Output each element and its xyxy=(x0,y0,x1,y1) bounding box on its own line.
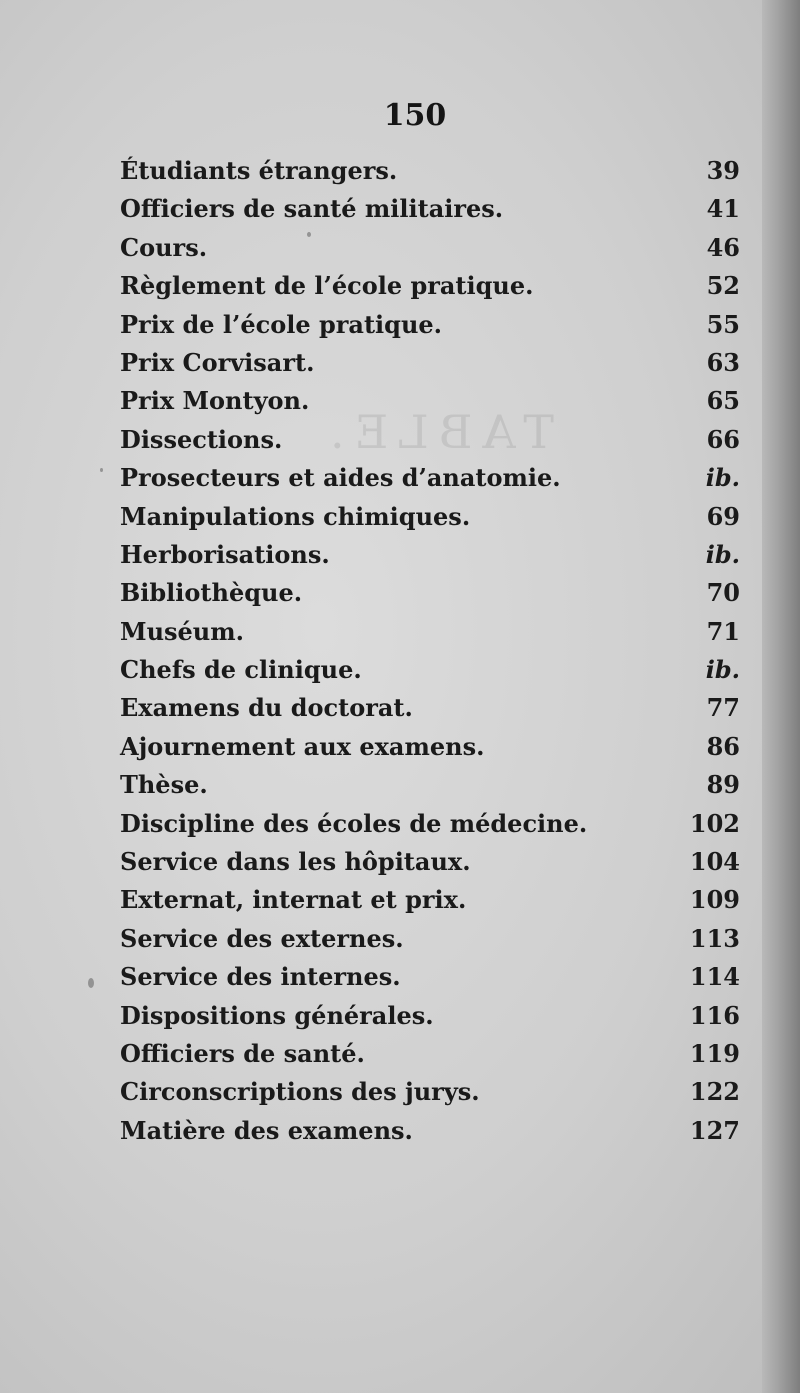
toc-entry-page: 71 xyxy=(706,616,740,646)
toc-entry-page: 69 xyxy=(706,501,740,531)
toc-entry xyxy=(120,958,740,996)
toc-entry-page: 127 xyxy=(689,1115,740,1145)
page-number: 150 xyxy=(383,98,447,133)
toc-entry-title: Officiers de santé. xyxy=(120,1038,365,1068)
toc-entry xyxy=(120,689,740,727)
toc-entry-page: 41 xyxy=(706,194,740,224)
toc-entry-page: 65 xyxy=(706,386,740,416)
paper-speck xyxy=(100,468,103,472)
toc-entry-title: Cours. xyxy=(120,232,208,262)
toc-entry xyxy=(120,805,740,843)
toc-entry-page: 63 xyxy=(706,347,740,377)
toc-entry xyxy=(120,229,740,267)
toc-entry xyxy=(120,344,740,382)
toc-entry-page: 77 xyxy=(706,693,740,723)
toc-entry xyxy=(120,498,740,536)
toc-entry xyxy=(120,1035,740,1073)
toc-entry xyxy=(120,267,740,305)
table-of-contents xyxy=(120,152,740,1150)
toc-entry-title: Ajournement aux examens. xyxy=(120,731,485,761)
toc-entry xyxy=(120,536,740,574)
toc-entry xyxy=(120,728,740,766)
toc-entry-page: 66 xyxy=(706,424,740,454)
toc-entry-title: Chefs de clinique. xyxy=(120,655,362,685)
toc-entry-title: Dispositions générales. xyxy=(120,1000,434,1030)
toc-entry-title: Herborisations. xyxy=(120,539,330,569)
toc-entry xyxy=(120,574,740,612)
toc-entry-title: Règlement de l’école pratique. xyxy=(120,271,534,301)
paper-speck xyxy=(307,232,311,237)
toc-entry-title: Thèse. xyxy=(120,770,208,800)
toc-entry-title: Dissections. xyxy=(120,424,283,454)
toc-entry xyxy=(120,190,740,228)
toc-entry-page: 104 xyxy=(689,847,740,877)
toc-entry-title: Manipulations chimiques. xyxy=(120,501,471,531)
toc-entry-title: Étudiants étrangers. xyxy=(120,156,398,185)
toc-entry xyxy=(120,881,740,919)
bleed-through-title: TABLE. xyxy=(320,405,554,459)
toc-entry xyxy=(120,459,740,497)
toc-entry-title: Muséum. xyxy=(120,616,244,646)
toc-entry-title: Prosecteurs et aides d’anatomie. xyxy=(120,463,561,493)
toc-entry-page: 102 xyxy=(689,808,740,838)
toc-entry-page: 39 xyxy=(706,156,740,185)
toc-entry-page: 119 xyxy=(689,1038,740,1068)
toc-entry xyxy=(120,306,740,344)
toc-entry-page: 46 xyxy=(706,232,740,262)
toc-entry-page: 113 xyxy=(689,923,740,953)
toc-entry-page: 89 xyxy=(706,770,740,800)
toc-entry-page: 86 xyxy=(706,731,740,761)
toc-entry-page: 52 xyxy=(706,271,740,301)
toc-entry xyxy=(120,1112,740,1150)
toc-entry-title: Service des externes. xyxy=(120,923,404,953)
toc-entry-title: Externat, internat et prix. xyxy=(120,885,467,915)
toc-entry-title: Discipline des écoles de médecine. xyxy=(120,808,588,838)
toc-entry-page: 116 xyxy=(689,1000,740,1030)
toc-entry-page: 70 xyxy=(706,578,740,608)
toc-entry xyxy=(120,1073,740,1111)
toc-entry xyxy=(120,421,740,459)
toc-entry-title: Officiers de santé militaires. xyxy=(120,194,504,224)
toc-entry xyxy=(120,766,740,804)
toc-entry-title: Prix de l’école pratique. xyxy=(120,309,443,339)
toc-entry xyxy=(120,920,740,958)
toc-entry xyxy=(120,613,740,651)
toc-entry xyxy=(120,382,740,420)
toc-entry-title: Service dans les hôpitaux. xyxy=(120,847,471,877)
toc-entry-page: 55 xyxy=(706,309,740,339)
toc-entry xyxy=(120,843,740,881)
toc-entry xyxy=(120,997,740,1035)
toc-entry xyxy=(120,152,740,190)
toc-entry-page: 114 xyxy=(689,962,740,992)
toc-entry-title: Service des internes. xyxy=(120,962,401,992)
page-edge-shadow xyxy=(762,0,800,1393)
toc-entry-title: Circonscriptions des jurys. xyxy=(120,1077,480,1107)
toc-entry-title: Prix Montyon. xyxy=(120,386,310,416)
toc-entry xyxy=(120,651,740,689)
toc-entry-page: 109 xyxy=(689,885,740,915)
toc-entry-page: ib. xyxy=(705,539,740,569)
toc-entry-page: 122 xyxy=(689,1077,740,1107)
toc-entry-title: Matière des examens. xyxy=(120,1115,413,1145)
toc-entry-title: Prix Corvisart. xyxy=(120,347,315,377)
toc-entry-page: ib. xyxy=(705,655,740,685)
paper-speck xyxy=(88,978,94,988)
toc-entry-title: Examens du doctorat. xyxy=(120,693,413,723)
toc-entry-title: Bibliothèque. xyxy=(120,578,303,608)
toc-entry-page: ib. xyxy=(705,463,740,493)
